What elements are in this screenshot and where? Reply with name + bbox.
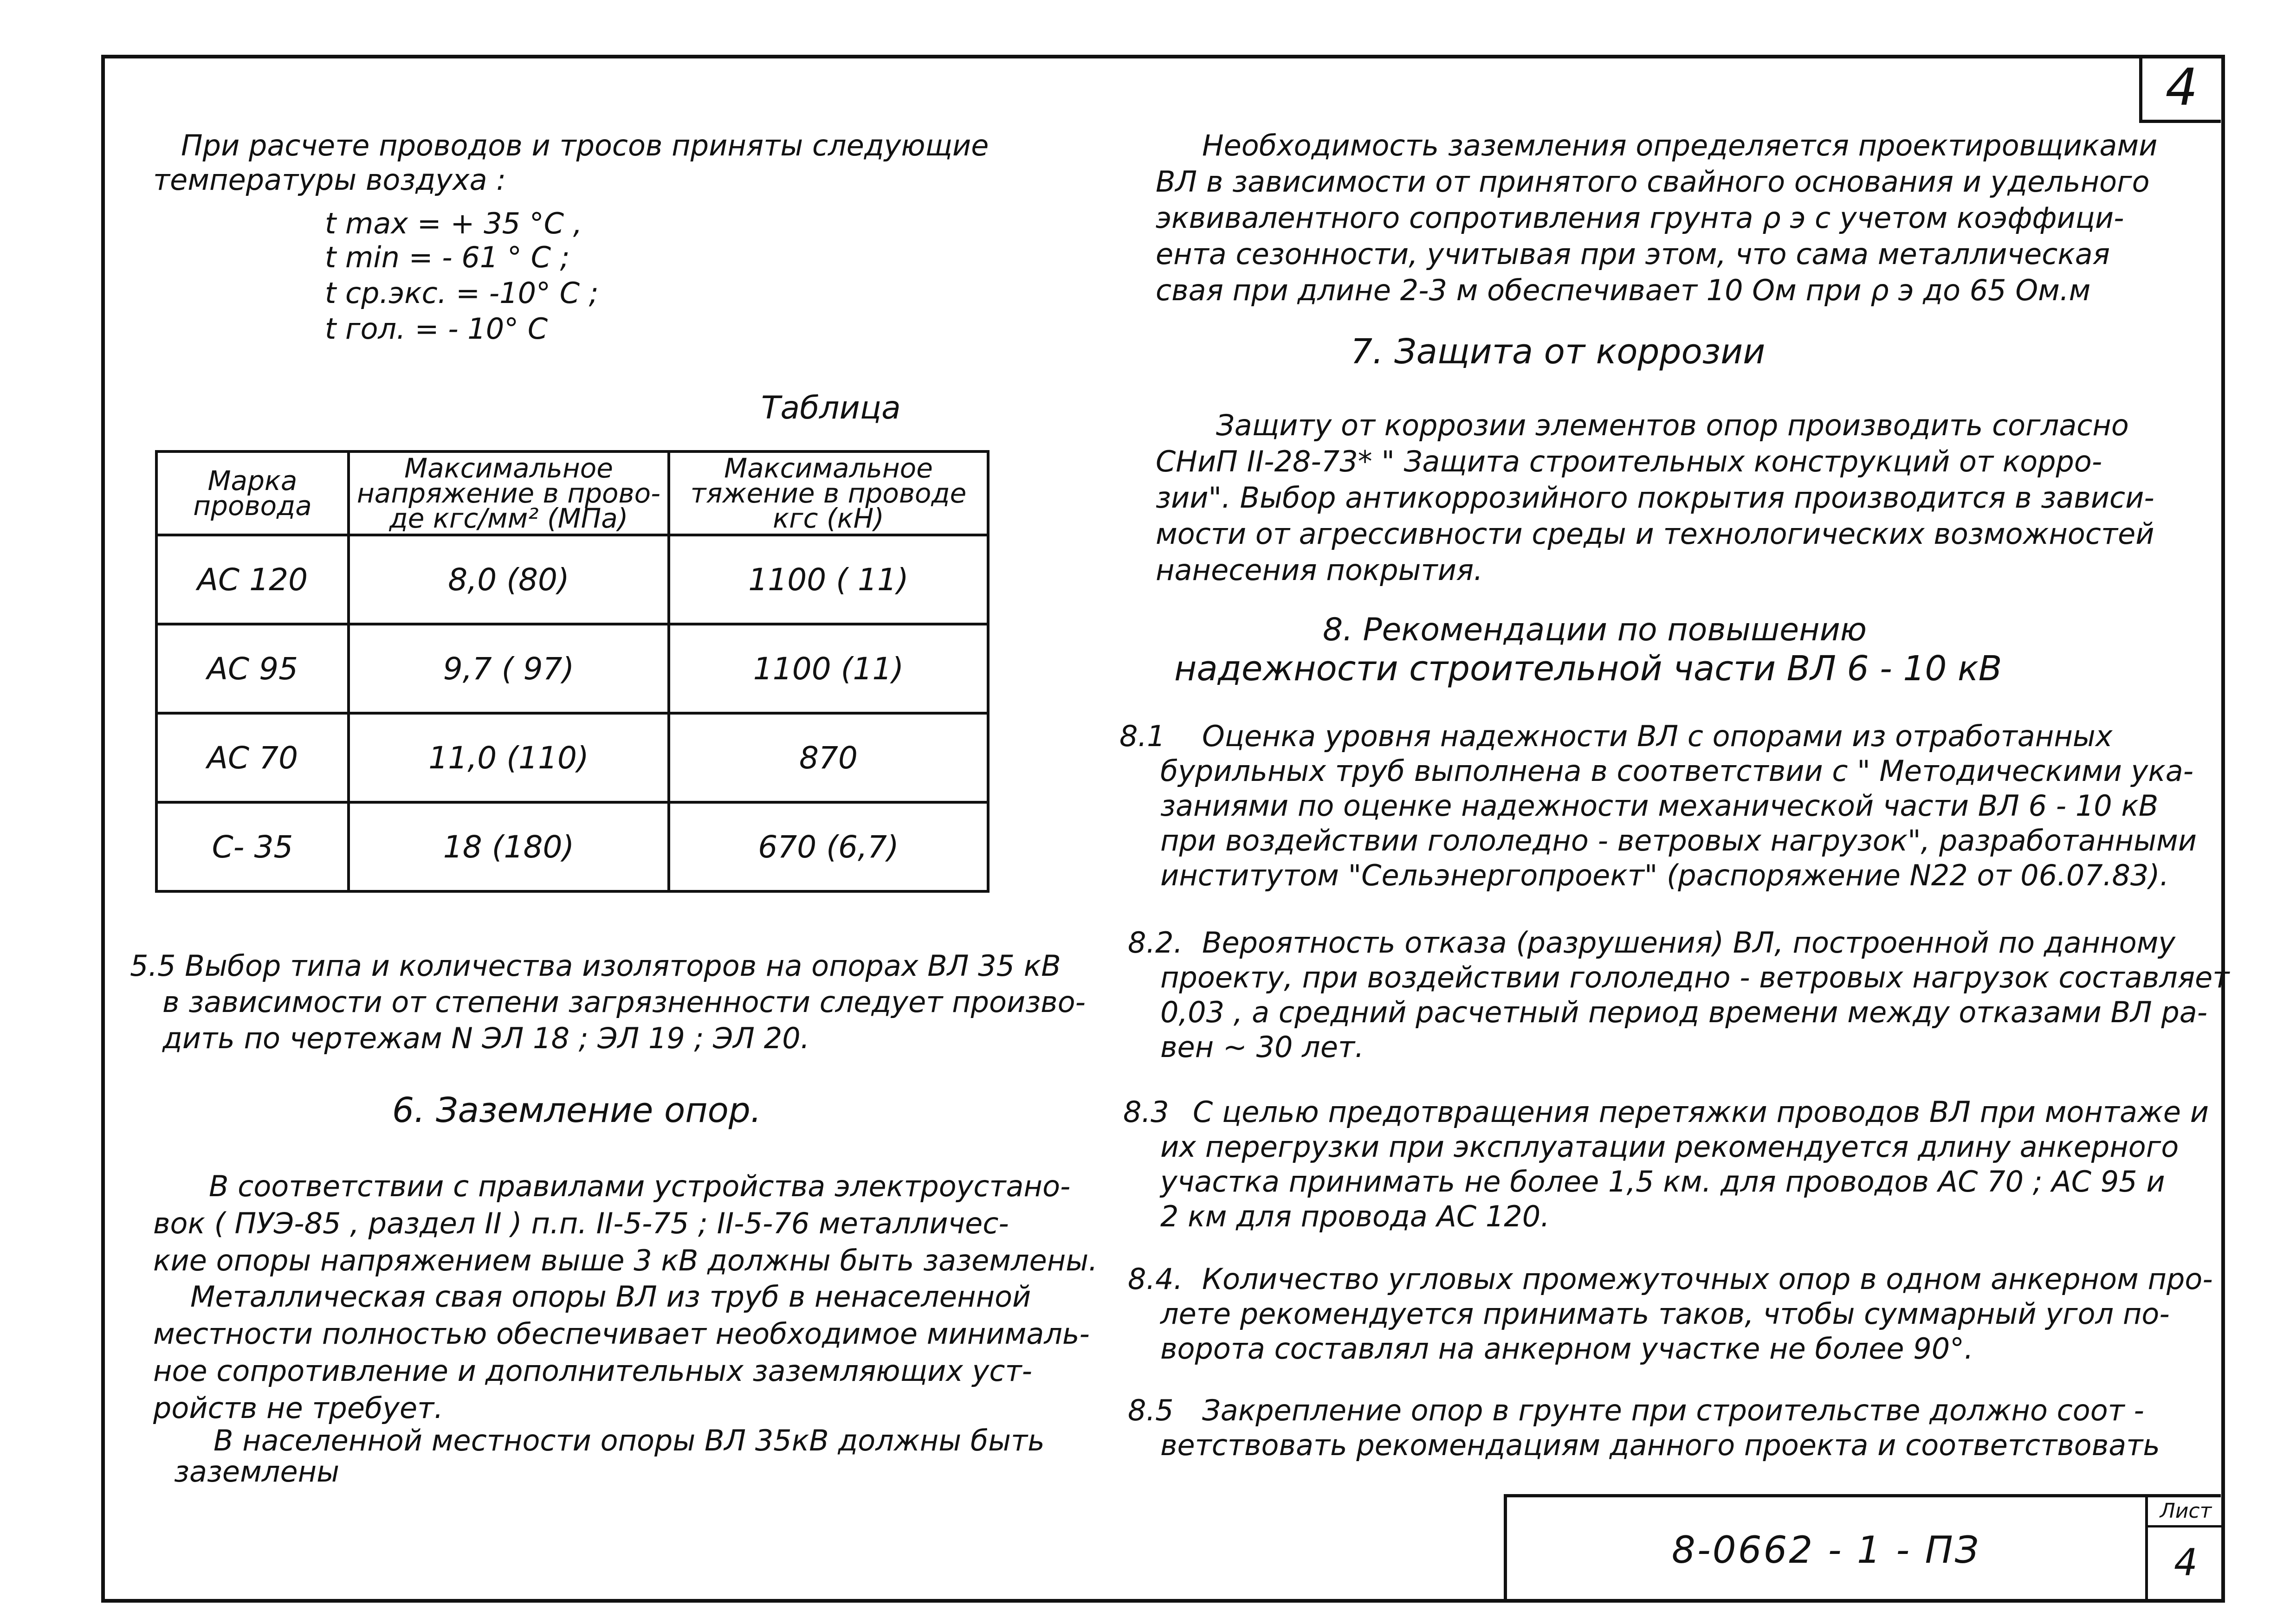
sheet-number-corner: 4 bbox=[2139, 55, 2221, 123]
cell-grade: АС 70 bbox=[156, 713, 349, 802]
item-8-2-line-3: 0,03 , а средний расчетный период времени между отказами ВЛ ра- bbox=[1160, 995, 2208, 1029]
item-8-1-line-1: Оценка уровня надежности ВЛ с опорами из отработанных bbox=[1202, 719, 2113, 753]
header-wire-grade: Марка провода bbox=[156, 451, 349, 535]
cell-stress: 18 (180) bbox=[349, 802, 669, 891]
item-8-1-line-3: заниями по оценке надежности механической части ВЛ 6 - 10 кВ bbox=[1160, 789, 2159, 823]
item-8-2-number: 8.2. bbox=[1128, 926, 1183, 960]
sheet-label: Лист bbox=[2148, 1497, 2224, 1527]
temp-tmax: t max = + 35 °C , bbox=[325, 206, 582, 240]
item-8-2-line-4: вен ~ 30 лет. bbox=[1160, 1030, 1364, 1064]
section-7-heading: 7. Защита от коррозии bbox=[1351, 332, 1766, 372]
temp-tmin: t min = - 61 ° C ; bbox=[325, 240, 570, 274]
cell-tension: 670 (6,7) bbox=[669, 802, 988, 891]
temp-tavg: t ср.экс. = -10° C ; bbox=[325, 276, 599, 310]
item-8-1-line-5: институтом "Сельэнергопроект" (распоряжение N22 от 06.07.83). bbox=[1160, 858, 2169, 892]
grounding-line-2: ВЛ в зависимости от принятого свайного основания и удельного bbox=[1156, 165, 2150, 199]
p7-line-5: нанесения покрытия. bbox=[1156, 553, 1483, 587]
grounding-line-1: Необходимость заземления определяется проектировщиками bbox=[1202, 129, 2158, 162]
section-6-heading: 6. Заземление опор. bbox=[392, 1090, 762, 1130]
item-8-5-number: 8.5 bbox=[1128, 1393, 1174, 1427]
title-block bbox=[1504, 1494, 2221, 1602]
item-8-4-line-1: Количество угловых промежуточных опор в одном анкерном про- bbox=[1202, 1262, 2213, 1296]
grounding-line-5: свая при длине 2-3 м обеспечивает 10 Ом при ρ э до 65 Ом.м bbox=[1156, 273, 2091, 307]
p6-line-5: местности полностью обеспечивает необходимое минималь- bbox=[153, 1317, 1090, 1351]
cell-grade: С- 35 bbox=[156, 802, 349, 891]
section-8-heading-1: 8. Рекомендации по повышению bbox=[1323, 612, 1867, 648]
p55-line-3: дить по чертежам N ЭЛ 18 ; ЭЛ 19 ; ЭЛ 20. bbox=[162, 1021, 810, 1055]
p55-line-1: 5.5 Выбор типа и количества изоляторов на опорах ВЛ 35 кВ bbox=[130, 949, 1061, 983]
p6-line-3: кие опоры напряжением выше 3 кВ должны быть заземлены. bbox=[153, 1244, 1098, 1277]
cell-stress: 9,7 ( 97) bbox=[349, 624, 669, 713]
cell-stress: 11,0 (110) bbox=[349, 713, 669, 802]
item-8-4-number: 8.4. bbox=[1128, 1262, 1183, 1296]
p7-line-2: СНиП II-28-73* " Защита строительных конструкций от корро- bbox=[1156, 445, 2102, 478]
item-8-3-line-3: участка принимать не более 1,5 км. для проводов АС 70 ; АС 95 и bbox=[1160, 1165, 2165, 1199]
cell-grade: АС 95 bbox=[156, 624, 349, 713]
p55-line-2: в зависимости от степени загрязненности следует произво- bbox=[162, 985, 1086, 1019]
item-8-2-line-1: Вероятность отказа (разрушения) ВЛ, построенной по данному bbox=[1202, 926, 2176, 960]
table-row bbox=[156, 624, 988, 713]
p6-line-6: ное сопротивление и дополнительных заземляющих уст- bbox=[153, 1354, 1032, 1388]
sheet-number: 4 bbox=[2174, 1541, 2198, 1584]
header-max-tension: Максимальное тяжение в проводе кгс (кН) bbox=[669, 451, 988, 535]
intro-line-2: температуры воздуха : bbox=[153, 163, 506, 197]
item-8-1-line-4: при воздействии гололедно - ветровых нагрузок", разработанными bbox=[1160, 824, 2197, 857]
item-8-5-line-1: Закрепление опор в грунте при строительстве должно соот - bbox=[1202, 1393, 2144, 1427]
item-8-3-line-2: их перегрузки при эксплуатации рекомендуется длину анкерного bbox=[1160, 1130, 2179, 1164]
cell-stress: 8,0 (80) bbox=[349, 535, 669, 624]
table-header-row bbox=[156, 451, 988, 535]
p7-line-3: зии". Выбор антикоррозийного покрытия производится в зависи- bbox=[1156, 481, 2154, 515]
p6-line-7: ройств не требует. bbox=[153, 1391, 443, 1425]
document-code: 8-0662 - 1 - ПЗ bbox=[1671, 1528, 1981, 1572]
grounding-line-3: эквивалентного сопротивления грунта ρ э с учетом коэффици- bbox=[1156, 201, 2124, 235]
p6-line-2: вок ( ПУЭ-85 , раздел II ) п.п. II-5-75 ; II-5-76 металличес- bbox=[153, 1206, 1009, 1240]
header-max-stress: Максимальное напряжение в прово- де кгс/мм² (МПа) bbox=[349, 451, 669, 535]
item-8-1-number: 8.1 bbox=[1119, 719, 1165, 753]
item-8-3-number: 8.3 bbox=[1123, 1095, 1169, 1129]
item-8-3-line-1: С целью предотвращения перетяжки проводов ВЛ при монтаже и bbox=[1193, 1095, 2209, 1129]
p6-line-1: В соответствии с правилами устройства электроустано- bbox=[209, 1169, 1071, 1203]
p6-line-9: заземлены bbox=[174, 1455, 340, 1489]
item-8-4-line-3: ворота составлял на анкерном участке не более 90°. bbox=[1160, 1332, 1973, 1366]
p6-line-8: В населенной местности опоры ВЛ 35кВ должны быть bbox=[213, 1424, 1045, 1457]
p6-line-4: Металлическая свая опоры ВЛ из труб в ненаселенной bbox=[190, 1280, 1031, 1314]
temp-tice: t гол. = - 10° C bbox=[325, 312, 548, 346]
sheet-box bbox=[2145, 1497, 2224, 1602]
item-8-2-line-2: проекту, при воздействии гололедно - ветровых нагрузок составляет bbox=[1160, 960, 2230, 994]
cell-tension: 1100 (11) bbox=[669, 624, 988, 713]
item-8-4-line-2: лете рекомендуется принимать таков, чтобы суммарный угол по- bbox=[1160, 1297, 2170, 1331]
section-8-heading-2: надежности строительной части ВЛ 6 - 10 кВ bbox=[1174, 649, 2002, 689]
table-row bbox=[156, 802, 988, 891]
item-8-1-line-2: бурильных труб выполнена в соответствии с " Методическими ука- bbox=[1160, 754, 2194, 788]
intro-line-1: При расчете проводов и тросов приняты следующие bbox=[181, 129, 989, 162]
table-row bbox=[156, 713, 988, 802]
wire-table bbox=[155, 450, 990, 893]
item-8-5-line-2: ветствовать рекомендациям данного проекта и соответствовать bbox=[1160, 1428, 2160, 1462]
p7-line-4: мости от агрессивности среды и технологических возможностей bbox=[1156, 517, 2154, 551]
cell-tension: 870 bbox=[669, 713, 988, 802]
grounding-line-4: ента сезонности, учитывая при этом, что сама металлическая bbox=[1156, 237, 2110, 271]
item-8-3-line-4: 2 км для провода АС 120. bbox=[1160, 1199, 1550, 1233]
p7-line-1: Защиту от коррозии элементов опор производить согласно bbox=[1216, 408, 2129, 442]
cell-grade: АС 120 bbox=[156, 535, 349, 624]
table-title: Таблица bbox=[761, 390, 901, 426]
table-row bbox=[156, 535, 988, 624]
cell-tension: 1100 ( 11) bbox=[669, 535, 988, 624]
